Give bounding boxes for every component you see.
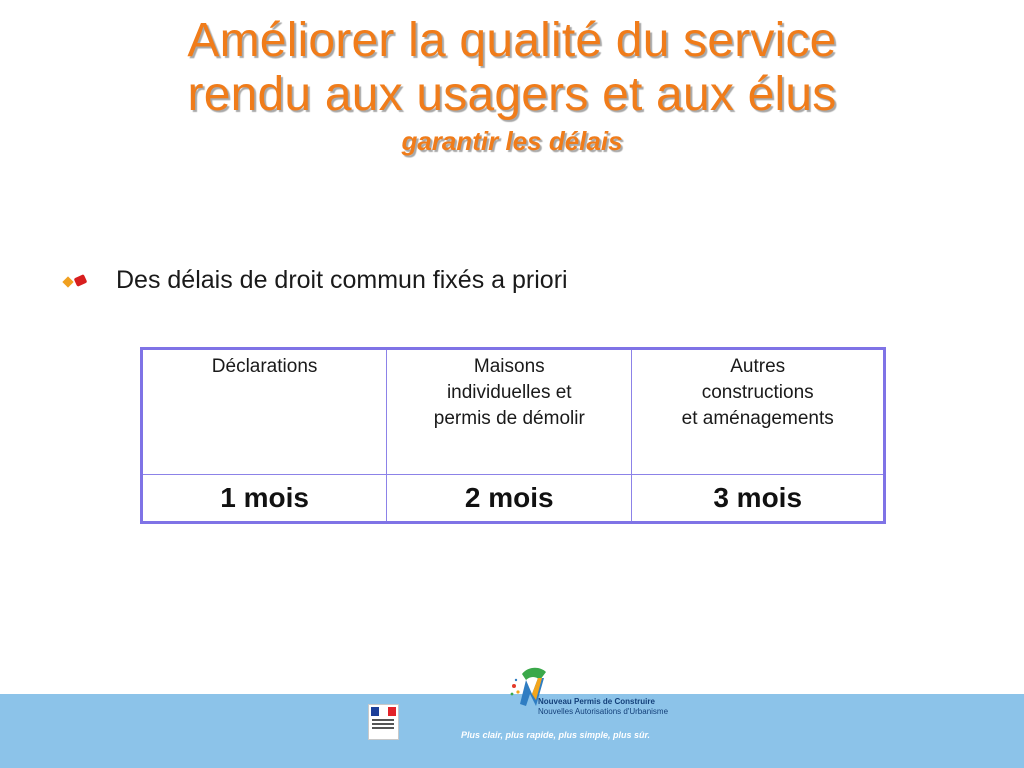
header-line: constructions — [701, 382, 814, 403]
bullet-text: Des délais de droit commun fixés a priori — [116, 266, 568, 294]
table-values-row — [142, 475, 885, 523]
header-cell-autres — [632, 349, 885, 475]
value-cell-autres: 3 mois — [632, 475, 885, 523]
footer-slogan: Plus clair, plus rapide, plus simple, plus sûr. — [461, 730, 651, 740]
logo-title: Nouveau Permis de Construire — [538, 697, 655, 706]
header-line: Autres — [730, 356, 786, 377]
logo-subtitle: Nouvelles Autorisations d'Urbanisme — [538, 707, 669, 716]
bullet-diamonds-icon — [62, 273, 92, 289]
slide-title-block — [0, 14, 1024, 157]
slide-title-line-1: Améliorer la qualité du service — [187, 14, 837, 67]
header-cell-maisons — [387, 349, 632, 475]
bullet-item — [62, 266, 568, 295]
header-line: individuelles et — [446, 382, 572, 403]
delais-table — [140, 347, 886, 524]
slide-subtitle: garantir les délais — [401, 126, 623, 156]
table-header-row — [142, 349, 885, 475]
header-line: Déclarations — [211, 356, 318, 377]
value-cell-maisons: 2 mois — [387, 475, 632, 523]
header-line: permis de démolir — [433, 408, 585, 429]
slide-title-line-2: rendu aux usagers et aux élus — [187, 68, 837, 121]
header-line: Maisons — [473, 356, 545, 377]
value-cell-declarations: 1 mois — [142, 475, 387, 523]
header-cell-declarations — [142, 349, 387, 475]
republique-francaise-logo — [368, 704, 399, 740]
header-line: et aménagements — [681, 408, 834, 429]
